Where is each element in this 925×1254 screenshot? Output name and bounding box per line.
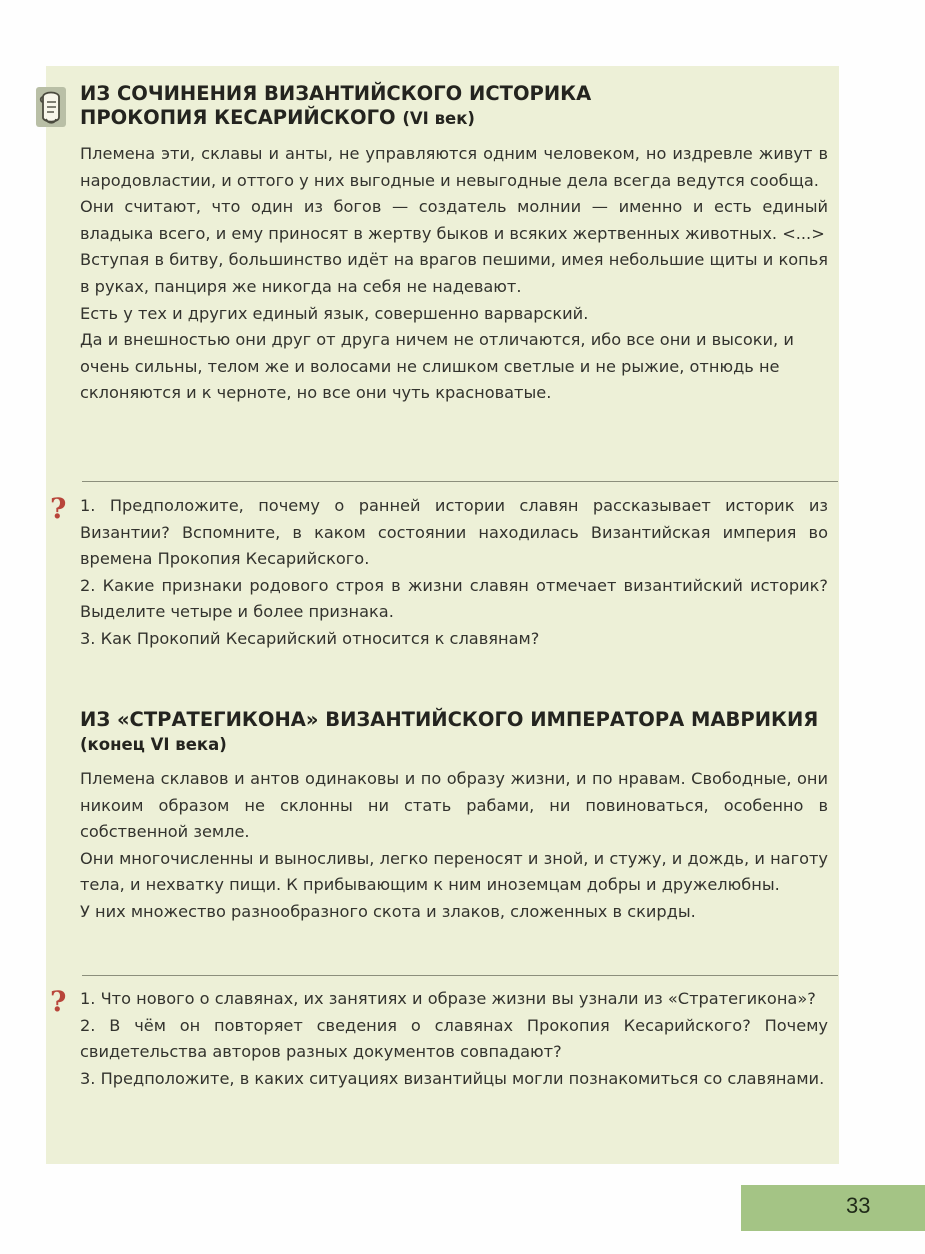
section2-paragraph: Они многочисленны и выносливы, легко переносят и зной, и стужу, и дождь, и наготу тела, и нехватку пищи. К прибывающим к ним иноземцам добры и дружелюбны. (80, 848, 828, 895)
question-mark-icon: ? (50, 492, 67, 525)
divider (82, 975, 838, 976)
section1-title (80, 82, 591, 131)
page-number-tab (741, 1185, 925, 1231)
question-mark-icon: ? (50, 985, 67, 1018)
scroll-icon (34, 85, 68, 129)
questions2-list (80, 986, 828, 1092)
question-item: 1. Предположите, почему о ранней истории славян рассказывает историк из Византии? Вспомните, в каком состоянии находилась Византийская империя во времена Прокопия Кесарийского. (80, 496, 828, 569)
section1-paragraph: Есть у тех и других единый язык, совершенно варварский. (80, 303, 589, 323)
question-item: 3. Предположите, в каких ситуациях византийцы могли познакомиться со славянами. (80, 1068, 825, 1088)
section1-paragraph: Племена эти, склавы и анты, не управляются одним человеком, но издревле живут в народовластии, и оттого у них выгодные и невыгодные дела всегда ведутся сообща. (80, 144, 828, 190)
section2-title (80, 708, 818, 757)
question-item: 1. Что нового о славянах, их занятиях и образе жизни вы узнали из «Стратегикона»? (80, 989, 816, 1008)
question-item: 3. Как Прокопий Кесарийский относится к славянам? (80, 628, 540, 648)
divider (82, 481, 838, 482)
question-item: 2. Какие признаки родового строя в жизни славян отмечает византийский историк? Выделите четыре и более признака. (80, 575, 828, 622)
section1-title-period: (VI век) (402, 109, 475, 128)
question-item: 2. В чём он повторяет сведения о славянах Прокопия Кесарийского? Почему свидетельства авторов разных документов совпадают? (80, 1015, 828, 1062)
section1-title-line1: ИЗ СОЧИНЕНИЯ ВИЗАНТИЙСКОГО ИСТОРИКА (80, 82, 592, 105)
section1-paragraph: Они считают, что один из богов — создатель молнии — именно и есть единый владыка всего, и ему приносят в жертву быков и всяких жертвенных животных. <...> (80, 197, 828, 243)
section2-title-line2: (конец VI века) (80, 735, 227, 754)
section1-title-line2: ПРОКОПИЯ КЕСАРИЙСКОГО (80, 106, 396, 129)
section2-title-line1: ИЗ «СТРАТЕГИКОНА» ВИЗАНТИЙСКОГО ИМПЕРАТОРА МАВРИКИЯ (80, 708, 819, 731)
section2-paragraph: У них множество разнообразного скота и злаков, сложенных в скирды. (80, 901, 696, 921)
questions1-list (80, 493, 828, 653)
section1-text (80, 141, 828, 407)
section2-text (80, 766, 828, 926)
page-number: 33 (846, 1193, 871, 1218)
section1-paragraph: Да и внешностью они друг от друга ничем не отличаются, ибо все они и высоки, и очень сильны, телом же и волосами не слишком светлые и не рыжие, отнюдь не склоняются и к черноте, но все они чуть красноватые. (80, 330, 794, 403)
section1-paragraph: Вступая в битву, большинство идёт на врагов пешими, имея небольшие щиты и копья в руках, панциря же никогда на себя не надевают. (80, 250, 828, 296)
section2-paragraph: Племена склавов и антов одинаковы и по образу жизни, и по нравам. Свободные, они никоим образом не склонны ни стать рабами, ни повиноваться, особенно в собственной земле. (80, 769, 828, 842)
